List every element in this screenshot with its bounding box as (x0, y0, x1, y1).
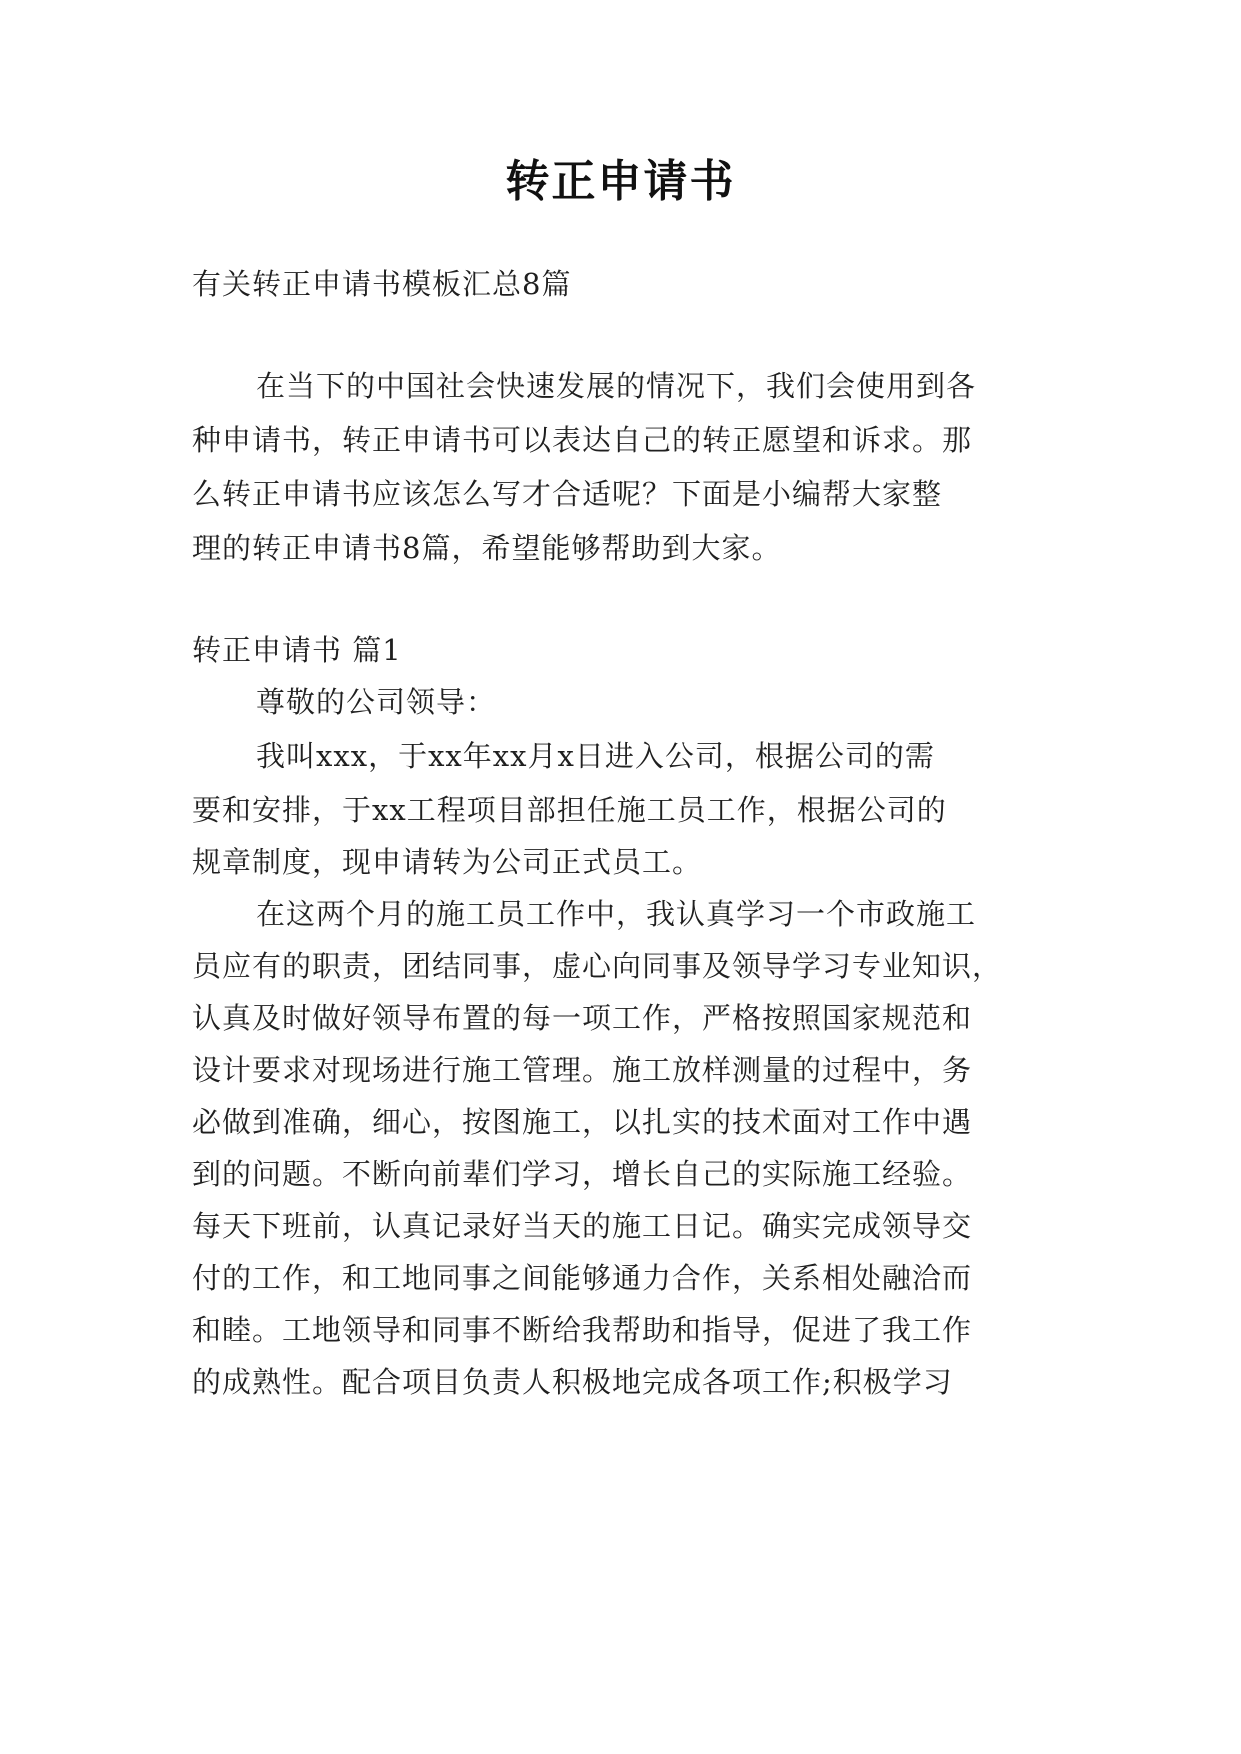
paragraph-line: 必做到准确，细心，按图施工，以扎实的技术面对工作中遇 (192, 1105, 973, 1139)
paragraph-line: 到的问题。不断向前辈们学习，增长自己的实际施工经验。 (192, 1157, 973, 1191)
document-subtitle: 有关转正申请书模板汇总8篇 (192, 267, 572, 301)
intro-line: 种申请书，转正申请书可以表达自己的转正愿望和诉求。那 (192, 423, 973, 457)
paragraph-line: 要和安排，于xx工程项目部担任施工员工作，根据公司的 (192, 793, 947, 827)
paragraph-line: 规章制度，现申请转为公司正式员工。 (192, 845, 703, 879)
paragraph-line: 付的工作，和工地同事之间能够通力合作，关系相处融洽而 (192, 1261, 973, 1295)
section-heading: 转正申请书 篇1 (192, 633, 402, 667)
paragraph-line: 在这两个月的施工员工作中，我认真学习一个市政施工 (256, 897, 977, 931)
salutation: 尊敬的公司领导： (256, 685, 497, 719)
intro-line: 理的转正申请书8篇，希望能够帮助到大家。 (192, 531, 782, 565)
paragraph-line: 认真及时做好领导布置的每一项工作，严格按照国家规范和 (192, 1001, 973, 1035)
paragraph-line: 的成熟性。配合项目负责人积极地完成各项工作;积极学习 (192, 1365, 953, 1399)
paragraph-line: 设计要求对现场进行施工管理。施工放样测量的过程中，务 (192, 1053, 973, 1087)
paragraph-line: 员应有的职责，团结同事，虚心向同事及领导学习专业知识， (192, 949, 1003, 983)
paragraph-line: 和睦。工地领导和同事不断给我帮助和指导，促进了我工作 (192, 1313, 973, 1347)
intro-line: 么转正申请书应该怎么写才合适呢？下面是小编帮大家整 (192, 477, 943, 511)
intro-line: 在当下的中国社会快速发展的情况下，我们会使用到各 (256, 369, 977, 403)
paragraph-line: 我叫xxx，于xx年xx月x日进入公司，根据公司的需 (256, 739, 935, 773)
document-title: 转正申请书 (505, 156, 736, 207)
paragraph-line: 每天下班前，认真记录好当天的施工日记。确实完成领导交 (192, 1209, 973, 1243)
